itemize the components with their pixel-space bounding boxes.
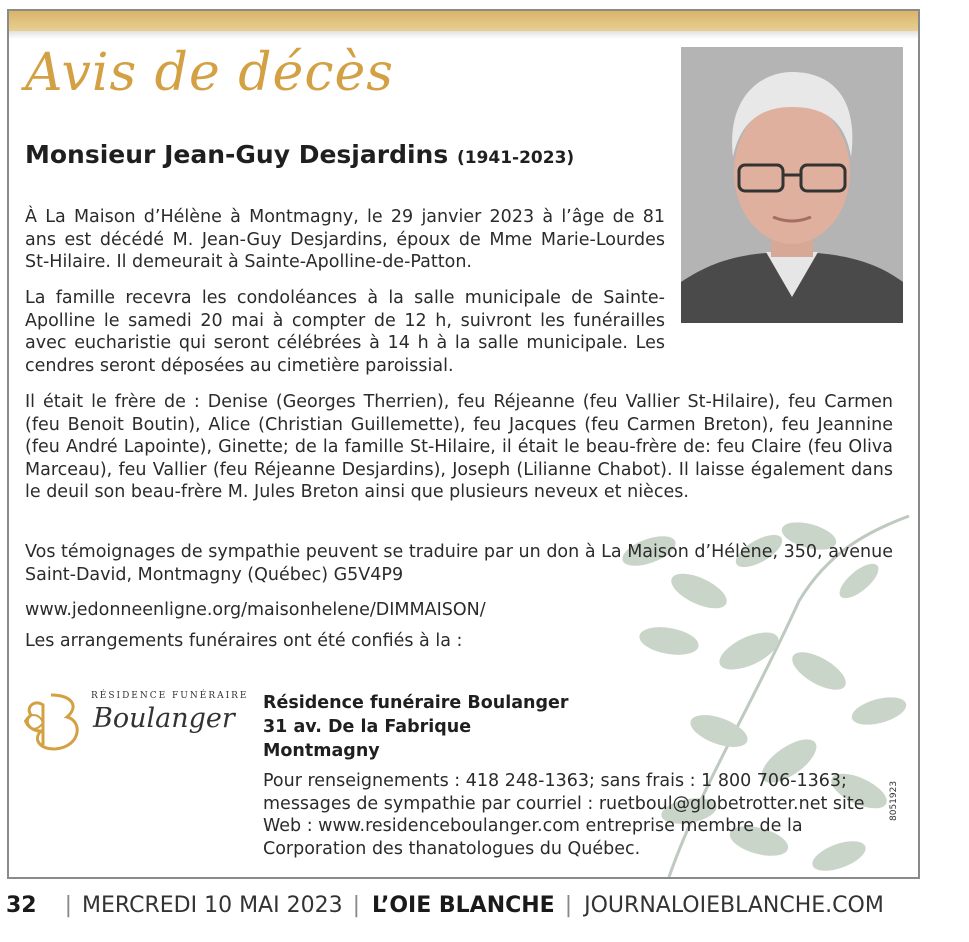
funeral-home-name: Résidence funéraire Boulanger	[263, 693, 569, 713]
ad-code: 8051923	[889, 780, 899, 821]
footer-divider: |	[64, 893, 73, 918]
deceased-full-name: Monsieur Jean-Guy Desjardins	[25, 140, 449, 169]
notice-heading: Avis de décès	[25, 43, 394, 103]
arrangements-text: Les arrangements funéraires ont été confiés à la :	[25, 631, 463, 651]
deceased-dates: (1941-2023)	[456, 148, 575, 168]
funeral-home-block	[263, 691, 569, 763]
deceased-photo	[681, 47, 903, 323]
portrait-image	[681, 47, 903, 323]
footer-divider: |	[564, 893, 573, 918]
service-paragraph: La famille recevra les condoléances à la salle municipale de Sainte-Apolline le samedi 20 mai à compter de 12 h, suivront les funérailles avec eucharistie qui seront célébrées à 14 h à la salle municipale. Les cendres seront déposées au cimetière paroissial.	[25, 288, 665, 376]
obituary-notice	[7, 9, 920, 879]
gold-top-bar	[9, 11, 918, 31]
butterfly-b-icon	[21, 691, 87, 753]
death-paragraph: À La Maison d’Hélène à Montmagny, le 29 janvier 2023 à l’âge de 81 ans est décédé M. Jean-Guy Desjardins, époux de Mme Marie-Lourdes St-Hilaire. Il demeurait à Sainte-Apolline-de-Patton.	[25, 207, 665, 272]
family-paragraph: Il était le frère de : Denise (Georges Therrien), feu Réjeanne (feu Vallier St-Hilaire), feu Carmen (feu Benoit Boutin), Alice (Christian Guillemette), feu Jacques (feu Carmen Breton), feu Jeannine (feu André Lapointe), Ginette; de la famille St-Hilaire, il était le beau-frère de: feu Claire (feu Oliva Marceau), feu Vallier (feu Réjeanne Desjardins), Joseph (Lilianne Chabot). Il laisse également dans le deuil son beau-frère M. Jules Breton ainsi que plusieurs neveux et nièces.	[25, 392, 893, 502]
donation-link[interactable]: www.jedonneenligne.org/maisonhelene/DIMMAISON/	[25, 600, 486, 620]
donation-paragraph: Vos témoignages de sympathie peuvent se traduire par un don à La Maison d’Hélène, 350, avenue Saint-David, Montmagny (Québec) G5V4P9	[25, 542, 893, 585]
deceased-name	[25, 140, 574, 170]
funeral-home-contact: Pour renseignements : 418 248-1363; sans frais : 1 800 706-1363; messages de sympathie par courriel : ruetboul@globetrotter.net site Web : www.residenceboulanger.com entreprise membre de la Corporation des thanatologues du Québec.	[263, 771, 865, 859]
footer-divider: |	[352, 893, 360, 918]
logo-wordmark: Boulanger	[93, 703, 235, 734]
newspaper-website[interactable]: JOURNALOIEBLANCHE.COM	[584, 893, 884, 918]
newspaper-name: L’OIE BLANCHE	[372, 893, 555, 918]
boulanger-logo	[19, 687, 259, 757]
funeral-home-city: Montmagny	[263, 741, 380, 761]
page-footer	[6, 893, 966, 923]
logo-tagline: RÉSIDENCE FUNÉRAIRE	[91, 691, 249, 701]
footer-date: MERCREDI 10 MAI 2023	[82, 893, 343, 918]
funeral-home-address: 31 av. De la Fabrique	[263, 717, 472, 737]
page-number: 32	[6, 893, 37, 918]
